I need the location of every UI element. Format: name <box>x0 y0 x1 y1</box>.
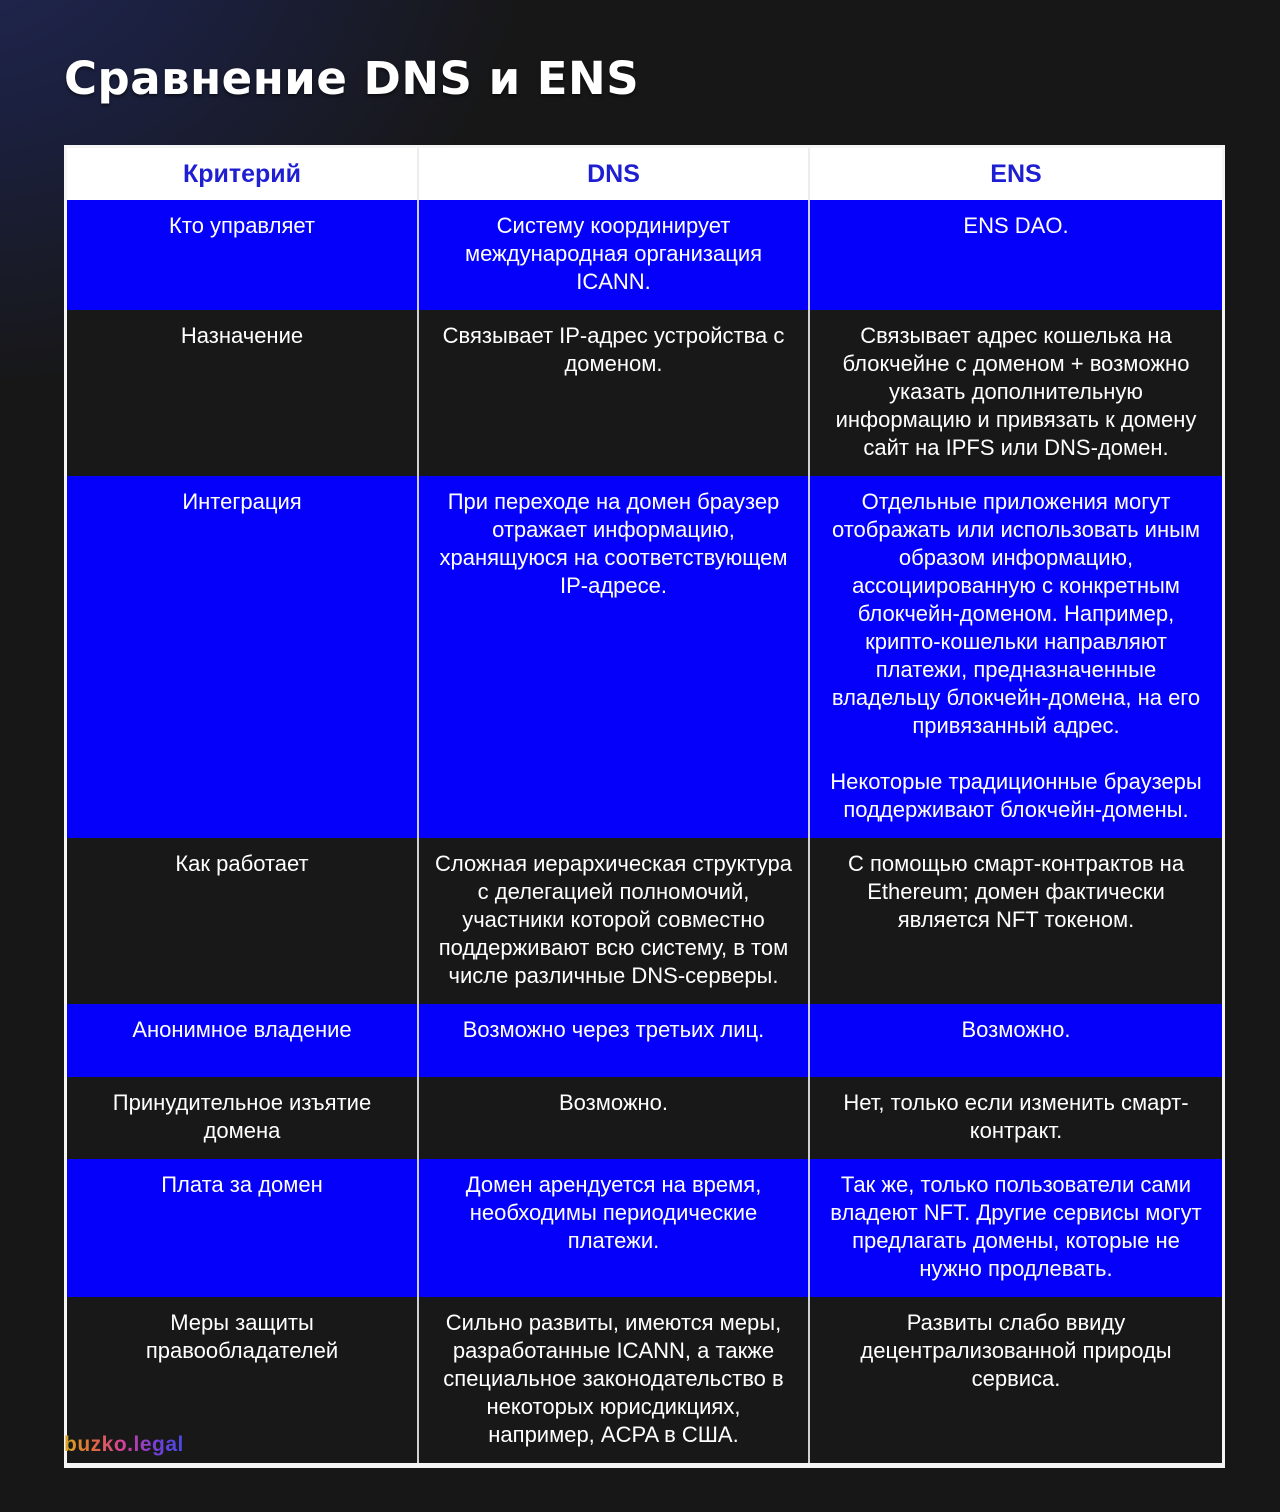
table-row <box>67 1004 1222 1077</box>
header-criterion: Критерий <box>182 159 302 188</box>
table-row <box>67 200 1222 310</box>
table-row <box>67 476 1222 838</box>
ens-cell: Нет, только если изменить смарт-контракт. <box>808 1077 1222 1159</box>
criterion-cell: Плата за домен <box>161 1172 323 1197</box>
dns-cell: Связывает IP-адрес устройства с доменом. <box>417 310 808 476</box>
ens-cell: С помощью смарт-контрактов на Ethereum; домен фактически является NFT токеном. <box>808 838 1222 1004</box>
dns-cell: Систему координирует международная организация ICANN. <box>417 200 808 310</box>
dns-cell: Сильно развиты, имеются меры, разработанные ICANN, а также специальное законодательство в некоторых юрисдикциях, например, ACPA в США. <box>417 1297 808 1463</box>
ens-cell: Развиты слабо ввиду децентрализованной природы сервиса. <box>808 1297 1222 1463</box>
ens-cell: Так же, только пользователи сами владеют NFT. Другие сервисы могут предлагать домены, которые не нужно продлевать. <box>808 1159 1222 1297</box>
comparison-table <box>64 145 1225 1468</box>
criterion-cell: Принудительное изъятие домена <box>112 1090 372 1143</box>
table-header-row <box>67 148 1222 200</box>
header-dns: DNS <box>417 148 808 200</box>
brand-logo: buzko.legal <box>64 1433 184 1456</box>
ens-cell: Связывает адрес кошелька на блокчейне с доменом + возможно указать дополнительную информацию и привязать к домену сайт на IPFS или DNS-домен. <box>808 310 1222 476</box>
criterion-cell: Анонимное владение <box>132 1017 352 1042</box>
table-row <box>67 1297 1222 1463</box>
criterion-cell: Меры защиты правообладателей <box>145 1310 339 1363</box>
ens-cell: ENS DAO. <box>808 200 1222 310</box>
table-row <box>67 310 1222 476</box>
criterion-cell: Как работает <box>175 851 309 876</box>
dns-cell: Возможно. <box>417 1077 808 1159</box>
header-ens: ENS <box>808 148 1222 200</box>
table-row <box>67 838 1222 1004</box>
dns-cell: Сложная иерархическая структура с делегацией полномочий, участники которой совместно поддерживают всю систему, в том числе различные DNS-серверы. <box>417 838 808 1004</box>
ens-cell: Отдельные приложения могут отображать или использовать иным образом информацию, ассоциированную с конкретным блокчейн-доменом. Например, крипто-кошельки направляют платежи, предназначенные владельцу блокчейн-домена, на его привязанный адрес. Некоторые традиционные браузеры поддерживают блокчейн-домены. <box>808 476 1222 838</box>
criterion-cell: Интеграция <box>182 489 302 514</box>
table-row <box>67 1159 1222 1297</box>
dns-cell: Домен арендуется на время, необходимы периодические платежи. <box>417 1159 808 1297</box>
criterion-cell: Кто управляет <box>169 213 315 238</box>
criterion-cell: Назначение <box>180 323 304 348</box>
page-title: Сравнение DNS и ENS <box>64 52 640 105</box>
table-body <box>67 200 1222 1463</box>
dns-cell: Возможно через третьих лиц. <box>417 1004 808 1077</box>
table-row <box>67 1077 1222 1159</box>
dns-cell: При переходе на домен браузер отражает информацию, хранящуюся на соответствующем IP-адресе. <box>417 476 808 838</box>
ens-cell: Возможно. <box>808 1004 1222 1077</box>
